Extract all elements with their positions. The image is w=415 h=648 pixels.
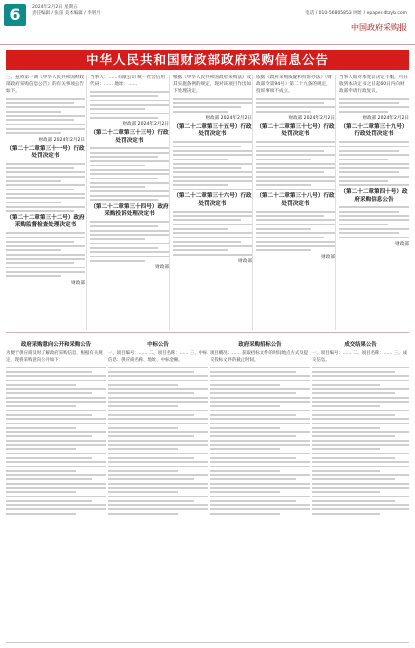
column-3: [173, 75, 252, 330]
column-4: [256, 75, 335, 330]
body-text: [6, 98, 85, 134]
column-intro: 当事人：……有限公司 统一社会信用代码：…… 地址：……: [90, 75, 165, 87]
body-text: [6, 232, 85, 277]
body-text: [339, 141, 409, 186]
column-divider: [169, 75, 170, 330]
section-title: （第二十二章第三十三号）行政处罚决定书: [90, 130, 169, 144]
section-title: （第二十二章第四十号）政府采购信息公告: [340, 189, 408, 203]
signature: 财政部 2024年2月2日: [38, 137, 85, 143]
body-text: [339, 206, 409, 238]
footer-rule: [6, 642, 409, 643]
column-intro: 当事人如对本处罚决定不服，可在收到本决定书之日起60日内向财政部申请行政复议。: [339, 75, 408, 94]
column-5: [339, 75, 409, 330]
body-text: [173, 141, 252, 190]
body-text: [6, 163, 85, 212]
notice-title: 政府采购意向公开和采购公告: [20, 342, 92, 348]
issue-meta: [32, 5, 101, 17]
section-title: （第二十二章第三十九号）行政处罚决定书: [340, 124, 408, 138]
notice-text: 项目概况：…… 获取招标文件的时间地点方式及提交投标文件的截止时间。: [210, 351, 308, 363]
section-title: （第二十二章第三十八号）行政处罚决定书: [256, 193, 335, 207]
body-text: [339, 98, 409, 113]
page-header: [0, 0, 415, 45]
column-intro: 三、兹将第一期《中华人民共和国财政部政府采购信息公告》的有关事项公告如下。: [6, 75, 85, 94]
signature: 财政部 2024年2月2日: [362, 116, 409, 122]
lower-notice-2: [108, 336, 208, 638]
section-title: （第二十二章第三十七号）行政处罚决定书: [256, 124, 335, 138]
notice-title: 政府采购招标公告: [238, 342, 282, 348]
column-divider: [335, 75, 336, 330]
signature: 财政部: [71, 280, 85, 286]
notice-text: 为便于供应商及时了解政府采购信息，根据有关规定，现将采购意向公开如下：: [6, 351, 103, 363]
column-intro: 根据《中华人民共和国政府采购法》及其实施条例的规定，现对该项目作出如下处理决定。: [173, 75, 252, 94]
lower-notice-3: [210, 336, 310, 638]
notice-text: 一、项目编号：…… 二、项目名称：…… 三、中标信息：供应商名称、地址、中标金额。: [108, 351, 208, 363]
section-title: （第二十二章第三十五号）行政处罚决定书: [173, 124, 252, 138]
section-title: （第二十二章第三十六号）行政处罚决定书: [173, 193, 252, 207]
body-text: [256, 211, 335, 251]
column-divider: [252, 75, 253, 330]
issue-date: 2024年2月2日 星期五: [32, 5, 78, 10]
signature: 财政部 2024年2月2日: [288, 116, 335, 122]
lower-notice-1: [6, 336, 106, 638]
section-title: （第二十二章第三十二号）政府采购监督检查处理决定书: [6, 214, 85, 229]
section-divider: [6, 332, 409, 333]
section-title: （第二十二章第三十一号）行政处罚决定书: [6, 145, 85, 159]
editors: 责任编辑 / 张雷 美术编辑 / 李明月: [32, 11, 101, 16]
body-text: [210, 367, 310, 515]
notice-title: 成交结果公告: [344, 342, 377, 348]
column-1: [6, 75, 85, 330]
signature: 财政部: [321, 254, 335, 260]
body-text: [256, 98, 335, 113]
signature: 财政部: [238, 259, 252, 265]
lower-notice-4: [312, 336, 409, 638]
column-2: [90, 75, 169, 330]
signature: 财政部: [155, 265, 169, 271]
signature: 财政部 2024年2月2日: [122, 122, 169, 128]
body-text: [90, 147, 169, 200]
page-number: 6: [4, 4, 26, 26]
body-text: [6, 367, 106, 515]
section-title: （第二十二章第三十四号）政府采购投诉处理决定书: [90, 203, 169, 218]
notice-text: 一、项目编号：…… 二、项目名称：…… 三、成交信息。: [312, 351, 407, 363]
signature: 财政部: [395, 241, 409, 247]
body-text: [256, 141, 335, 190]
body-text: [108, 367, 208, 515]
column-divider: [86, 75, 87, 330]
body-text: [312, 367, 409, 515]
body-text: [173, 211, 252, 256]
newspaper-logo: 中国政府采购报: [351, 23, 407, 32]
body-text: [173, 98, 252, 113]
signature: 财政部 2024年2月2日: [205, 116, 252, 122]
announcement-banner: 中华人民共和国财政部政府采购信息公告: [6, 50, 409, 70]
contact-info: 电话 / 010-56805853 网址 / epaper.dtzyb.com: [305, 11, 407, 16]
notice-title: 中标公告: [147, 342, 169, 348]
body-text: [90, 91, 169, 119]
body-text: [90, 221, 169, 261]
column-intro: 依据《政府采购质疑和投诉办法》（财政部令第94号）第二十九条的规定，投诉事项不成立。: [256, 75, 332, 94]
